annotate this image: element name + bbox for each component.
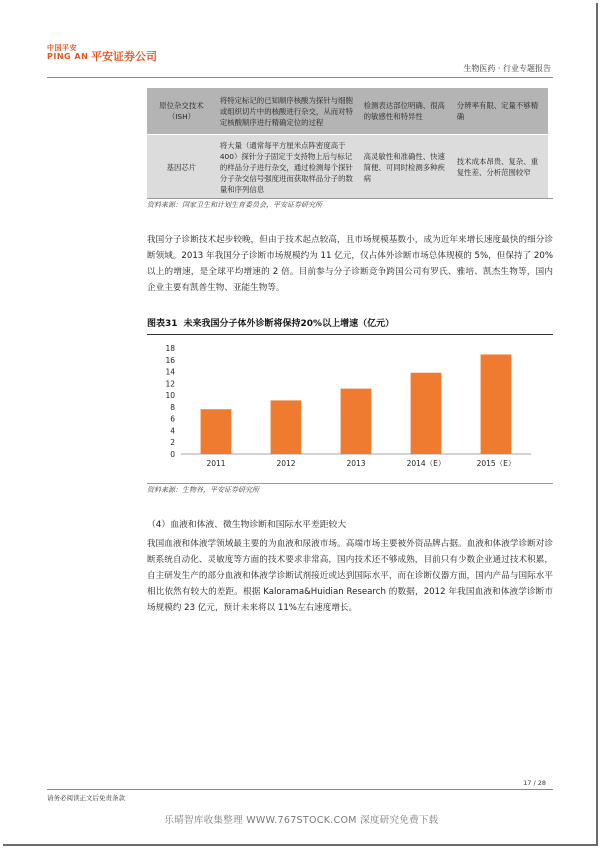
logo-cn-small: 中国平安: [47, 44, 77, 52]
logo-en: PING AN: [47, 52, 89, 61]
bar: [271, 400, 302, 454]
y-tick-label: 12: [165, 379, 175, 389]
bar-chart: [147, 340, 553, 480]
section-subheading: （4）血液和体液、微生物诊断和国际水平差距较大: [147, 520, 347, 530]
paragraph-blood-fluid: 我国血液和体液学领域最主要的为血液和尿液市场。高端市场主要被外资品牌占据。血液和体液学诊断对诊断系统自动化、灵敏度等方面的技术要求非常高，国内技术还不够成熟，目前只有少数企业通过技术积累，自主研发生产的部分血液和体液学诊断试剂接近或达到国际水平，而在诊断仪器方面，国内产品与国际水平相比依然有较大的差距。根据 Kalorama&Huidian Research 的数据，2012 年我国血液和体液学诊断市场规模约 23 亿元，预计未来将以 11%左右速度增长。: [147, 539, 553, 613]
paragraph-molecular-diagnosis: 我国分子诊断技术起步较晚，但由于技术起点较高，且市场规模基数小，成为近年来增长速度最快的细分诊断领域。2013 年我国分子诊断市场规模约为 11 亿元，仅占体外诊断市场总体规模的 5%，但保持了 20%以上的增速，是全球平均增速的 2 倍。目前参与分子诊断竞争跨国公司有罗氏、雅培、凯杰生物等，国内企业主要有凯普生物、亚能生物等。: [147, 235, 553, 293]
figure-source-divider: [147, 483, 553, 484]
x-axis: [206, 459, 515, 468]
figure-number: 图表31: [147, 319, 178, 329]
y-tick-label: 14: [165, 367, 175, 377]
x-tick-label: 2011: [206, 459, 226, 468]
bar-series: [201, 354, 512, 454]
footer-disclaimer: 请务必阅读正文后免责条款: [47, 794, 125, 802]
bar: [411, 373, 442, 454]
y-tick-label: 6: [170, 414, 175, 424]
page-number: 17 / 28: [523, 779, 546, 787]
table-cell-disadvantages: 技术成本昂贵、复杂、重复性差、分析范围较窄: [453, 135, 548, 200]
table-source-divider: [147, 198, 553, 199]
figure-source: 资料来源：生物谷，平安证券研究所: [147, 486, 259, 494]
y-tick-label: 4: [170, 426, 175, 436]
bar: [341, 389, 372, 454]
table-source: 资料来源：国家卫生和计划生育委员会，平安证券研究所: [147, 201, 322, 209]
table-cell-description: 将大量（通常每平方厘米点阵密度高于400）探针分子固定于支持物上后与标记的样品分子进行杂交，通过检测每个探针分子杂交信号强度进而获取样品分子的数量和序列信息: [216, 135, 360, 200]
logo-company-name: 平安证券公司: [91, 50, 157, 63]
watermark-text: 乐晴智库收集整理 WWW.767STOCK.COM 深度研究免费下载: [164, 815, 439, 826]
figure-title-text: 未来我国分子体外诊断将保持20%以上增速（亿元）: [183, 319, 395, 329]
y-tick-label: 8: [170, 402, 175, 412]
y-tick-label: 18: [165, 344, 175, 353]
x-tick-label: 2015（E）: [476, 459, 516, 468]
table-cell-method: 基因芯片: [147, 135, 216, 200]
comparison-table: [147, 88, 548, 200]
x-tick-label: 2013: [346, 459, 366, 468]
header-divider: [47, 77, 553, 78]
x-tick-label: 2012: [276, 459, 296, 468]
figure-title: [147, 316, 394, 329]
bar: [481, 354, 512, 454]
bar: [201, 409, 232, 454]
report-category: 生物医药 · 行业专题报告: [463, 64, 551, 73]
logo: [47, 44, 157, 63]
table-cell-advantages: 高灵敏性和准确性、快速简便、可同时检测多种疾病: [360, 135, 453, 200]
table-cell-disadvantages: 分辨率有限、定量不够精确: [453, 88, 548, 135]
y-tick-label: 0: [170, 450, 175, 459]
table-cell-advantages: 检测表达部位明确、很高的敏感性和特异性: [360, 88, 453, 135]
footer-divider: [47, 789, 553, 790]
y-tick-label: 2: [170, 438, 175, 448]
table-cell-method: 原位杂交技术（ISH）: [147, 88, 216, 135]
table-cell-description: 将特定标记的已知顺序核酸为探针与细胞或组织切片中的核酸进行杂交，从而对特定核酸顺序进行精确定位的过程: [216, 88, 360, 135]
x-tick-label: 2014（E）: [406, 459, 446, 468]
y-tick-label: 16: [165, 355, 175, 365]
y-tick-label: 10: [165, 391, 175, 401]
table-row: [147, 88, 548, 135]
table-row: [147, 135, 548, 200]
